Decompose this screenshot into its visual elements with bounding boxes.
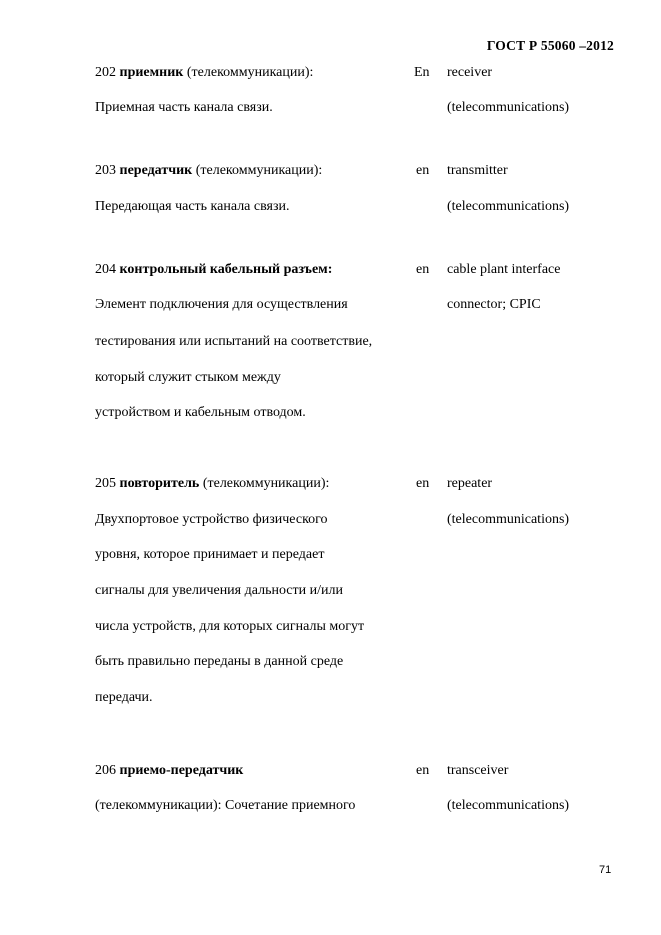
entry-definition-line: Приемная часть канала связи. — [95, 100, 273, 115]
entry-en-qualifier: connector; CPIC — [447, 297, 541, 312]
entry-202-heading — [95, 64, 313, 82]
entry-205-heading — [95, 475, 329, 493]
entry-definition-line: уровня, которое принимает и передает — [95, 547, 325, 562]
entry-en-qualifier: (telecommunications) — [447, 512, 570, 527]
entry-qualifier: (телекоммуникации): — [192, 163, 323, 178]
entry-definition-line: Элемент подключения для осуществления — [95, 297, 348, 312]
entry-lang: en — [416, 763, 430, 778]
entry-lang: en — [416, 476, 430, 491]
entry-definition-line: (телекоммуникации): Сочетание приемного — [95, 798, 356, 813]
entry-term: передатчик — [119, 163, 193, 178]
entry-lang: En — [414, 65, 430, 80]
document-header: ГОСТ Р 55060 –2012 — [486, 38, 614, 53]
entry-definition-line: Двухпортовое устройство физического — [95, 512, 328, 527]
entry-206-heading — [95, 762, 243, 780]
entry-en-term: transmitter — [447, 163, 508, 178]
entry-term: повторитель — [119, 476, 200, 491]
entry-term: контрольный кабельный разъем: — [119, 262, 333, 277]
entry-definition-line: Передающая часть канала связи. — [95, 199, 290, 214]
entry-lang: en — [416, 163, 430, 178]
page-number: 71 — [599, 864, 612, 876]
entry-number: 206 — [95, 763, 116, 778]
entry-en-qualifier: (telecommunications) — [447, 100, 570, 115]
entry-number: 204 — [95, 262, 116, 277]
entry-en-term: receiver — [447, 65, 493, 80]
entry-en-term: repeater — [447, 476, 493, 491]
entry-203-heading — [95, 162, 322, 180]
entry-en-qualifier: (telecommunications) — [447, 798, 570, 813]
entry-en-term: transceiver — [447, 763, 509, 778]
entry-definition-line: устройством и кабельным отводом. — [95, 405, 306, 420]
entry-definition-line: быть правильно переданы в данной среде — [95, 654, 344, 669]
entry-definition-line: числа устройств, для которых сигналы могут — [95, 619, 365, 634]
entry-lang: en — [416, 262, 430, 277]
entry-204-heading — [95, 261, 332, 279]
entry-en-qualifier: (telecommunications) — [447, 199, 570, 214]
entry-definition-line: который служит стыком между — [95, 370, 281, 385]
entry-number: 202 — [95, 65, 116, 80]
entry-number: 203 — [95, 163, 116, 178]
entry-term: приемо-передатчик — [119, 763, 244, 778]
entry-definition-line: тестирования или испытаний на соответствие, — [95, 334, 373, 349]
entry-definition-line: сигналы для увеличения дальности и/или — [95, 583, 343, 598]
entry-definition-line: передачи. — [95, 690, 153, 705]
entry-number: 205 — [95, 476, 116, 491]
entry-qualifier: (телекоммуникации): — [199, 476, 330, 491]
entry-term: приемник — [119, 65, 184, 80]
entry-qualifier: (телекоммуникации): — [183, 65, 314, 80]
entry-en-term: cable plant interface — [447, 262, 561, 277]
